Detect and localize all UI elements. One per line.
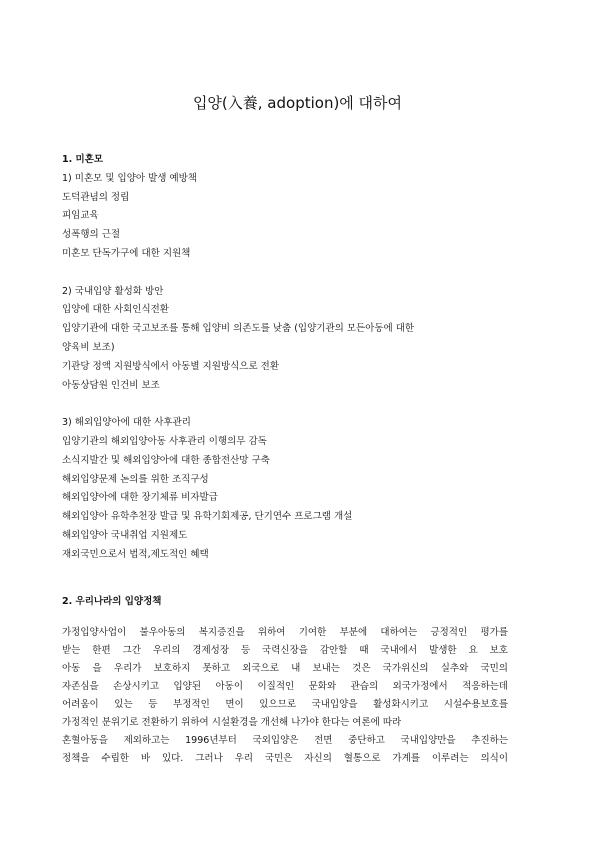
list-item: 기관당 정액 지원방식에서 아동별 지원방식으로 전환 bbox=[62, 360, 279, 372]
paragraph-line: 가정적인 분위기로 전환하기 위하여 시설환경을 개선해 나가야 한다는 여론에 따라 bbox=[62, 716, 402, 728]
list-item: 아동상담원 인건비 보조 bbox=[62, 379, 160, 391]
list-item: 소식지발간 및 해외입양아에 대한 종합전산망 구축 bbox=[62, 454, 270, 466]
spacer bbox=[62, 395, 522, 414]
paragraph-line: 아동 을 우리가 보호하지 못하고 외국으로 내 보내는 것은 국가위신의 실추와 국민의 bbox=[62, 663, 508, 675]
subsection-title: 1) 미혼모 및 입양아 발생 예방책 bbox=[62, 172, 197, 184]
paragraph-line: 가정입양사업이 불우아동의 복지증진을 위하여 기여한 부분에 대하여는 긍정적인 평가를 bbox=[62, 627, 508, 639]
section-2-paragraph bbox=[62, 624, 522, 767]
list-item: 입양기관에 대한 국고보조를 통해 입양비 의존도를 낮춤 (입양기관의 모든아동에 대한 bbox=[62, 323, 415, 335]
list-item: 재외국민으로서 법적,제도적인 혜택 bbox=[62, 548, 209, 560]
list-item: 피임교육 bbox=[62, 210, 99, 222]
list-item: 도덕관념의 정립 bbox=[62, 191, 130, 203]
document-body bbox=[62, 151, 522, 767]
paragraph-line: 어려움이 있는 등 부정적인 면이 있으므로 국내입양을 활성화시키고 시설수용보호를 bbox=[62, 698, 508, 710]
paragraph-line: 자존심을 손상시키고 입양된 아동이 이질적인 문화와 관습의 외국가정에서 적응하는데 bbox=[62, 681, 508, 692]
list-item: 성폭행의 근절 bbox=[62, 229, 121, 241]
subsection-title: 3) 해외입양아에 대한 사후관리 bbox=[62, 417, 191, 429]
list-item: 미혼모 단독가구에 대한 지원책 bbox=[62, 247, 191, 259]
subsection-title: 2) 국내입양 활성화 방안 bbox=[62, 285, 164, 297]
section-2 bbox=[62, 593, 522, 768]
spacer bbox=[62, 611, 522, 624]
list-item: 양육비 보조) bbox=[62, 341, 115, 353]
list-item: 해외입양아 국내취업 지원제도 bbox=[62, 529, 188, 541]
paragraph-line: 받는 한편 그간 우리의 경제성장 등 국력신장을 감안할 때 국내에서 발생한 요 보호 bbox=[62, 645, 508, 657]
subsection-1-2 bbox=[62, 283, 522, 396]
list-item: 해외입양아에 대한 장기체류 비자발급 bbox=[62, 492, 218, 504]
spacer bbox=[62, 264, 522, 283]
spacer bbox=[62, 565, 522, 593]
section-1-heading: 1. 미혼모 bbox=[62, 154, 104, 165]
list-item: 해외입양아 유학추천장 발급 및 유학기회제공, 단기연수 프로그램 개설 bbox=[62, 511, 353, 523]
list-item: 해외입양문제 논의를 위한 조직구성 bbox=[62, 473, 209, 485]
paragraph-line: 정책을 수립한 바 있다. 그러나 우리 국민은 자신의 혈통으로 가계를 이루려는 의식이 bbox=[62, 752, 508, 764]
subsection-1-3 bbox=[62, 414, 522, 564]
document-title: 입양(入養, adoption)에 대하여 bbox=[192, 94, 403, 112]
section-1 bbox=[62, 151, 522, 565]
subsection-1-1 bbox=[62, 170, 522, 264]
paragraph-line: 혼혈아동을 제외하고는 1996년부터 국외입양은 전면 중단하고 국내입양만을 추진하는 bbox=[62, 734, 508, 746]
list-item: 입양기관의 해외입양아동 사후관리 이행의무 감독 bbox=[62, 435, 267, 447]
section-2-heading: 2. 우리나라의 입양정책 bbox=[62, 595, 162, 607]
list-item: 입양에 대한 사회인식전환 bbox=[62, 304, 169, 316]
